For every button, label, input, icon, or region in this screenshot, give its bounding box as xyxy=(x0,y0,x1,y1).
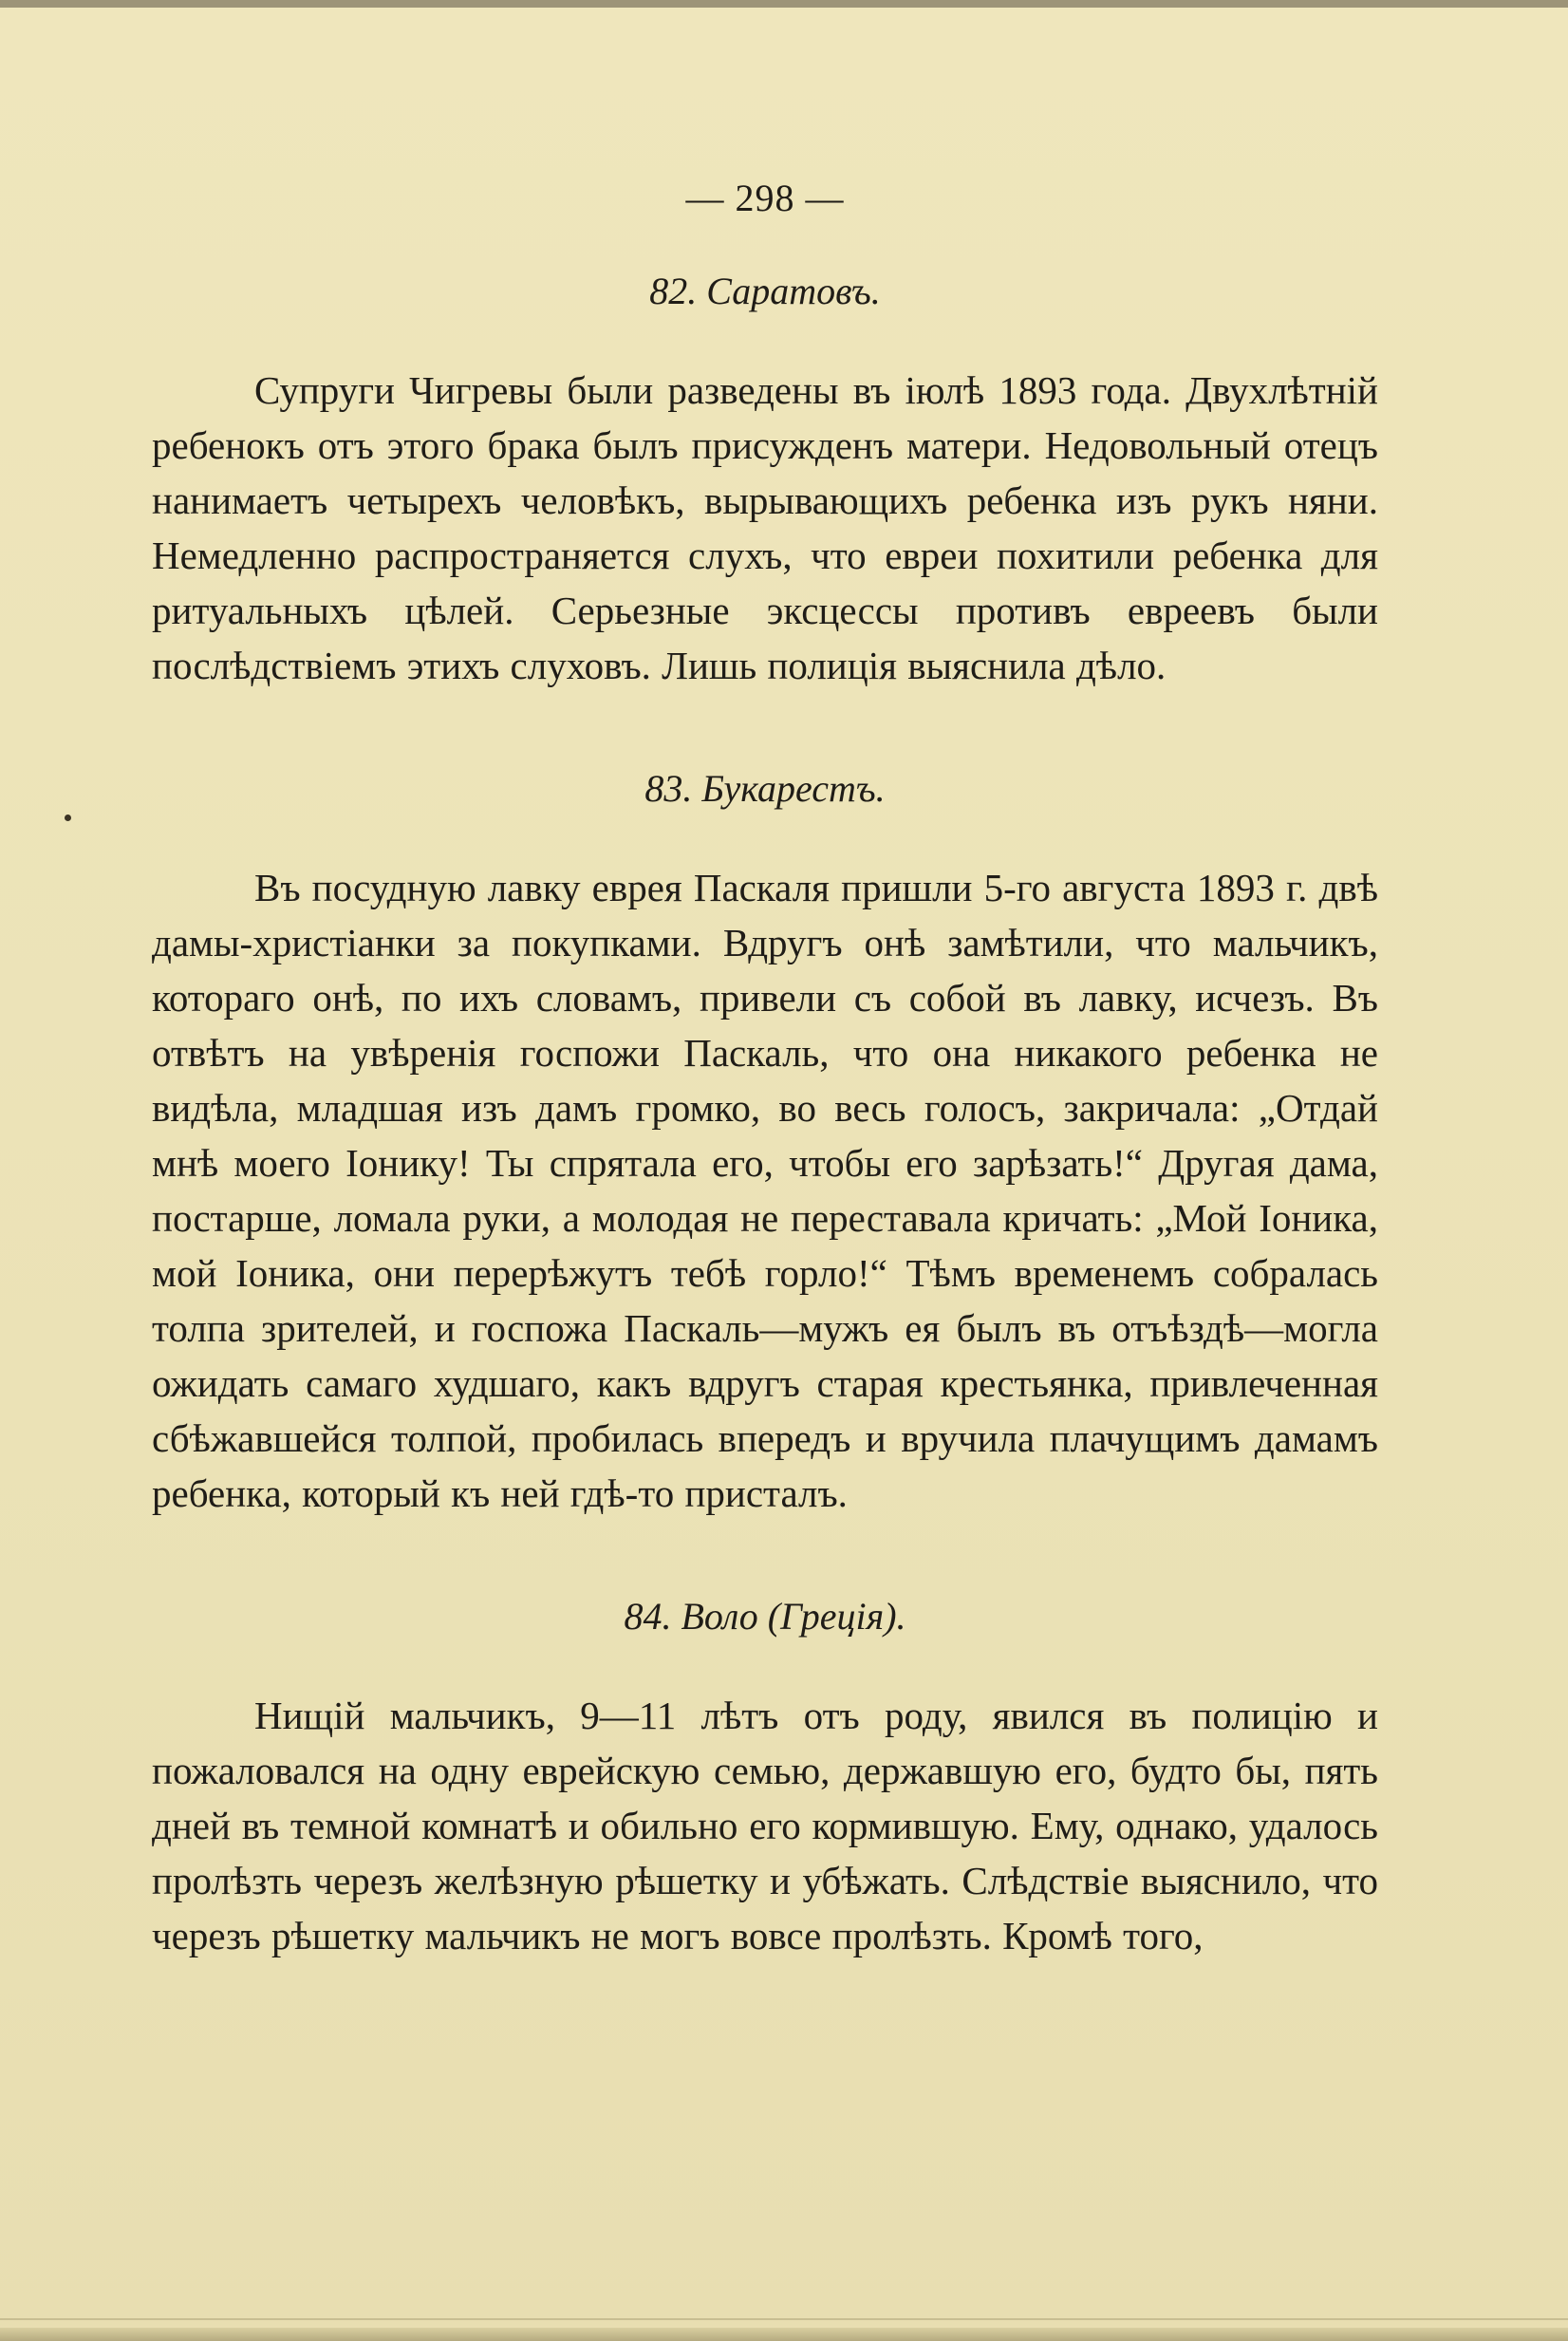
page-bottom-edge xyxy=(0,2328,1568,2341)
section-text-83: Въ посудную лавку еврея Паскаля пришли 5-го августа 1893 г. двѣ дамы-христіанки за покупками. Вдругъ онѣ замѣтили, что мальчикъ, котораго онѣ, по ихъ словамъ, привели съ собой въ лавку, исчезъ. Въ отвѣтъ на увѣренія госпожи Паскаль, что она никакого ребенка не видѣла, младшая изъ дамъ громко, во весь голосъ, закричала: „Отдай мнѣ моего Іонику! Ты спрятала его, чтобы его зарѣзать!“ Другая дама, постарше, ломала руки, а молодая не переставала кричать: „Мой Іоника, мой Іоника, они перерѣжутъ тебѣ горло!“ Тѣмъ временемъ собралась толпа зрителей, и госпожа Паскаль—мужъ ея былъ въ отъѣздѣ—могла ожидать самаго худшаго, какъ вдругъ старая крестьянка, привлеченная сбѣжавшейся толпой, пробилась впередъ и вручила плачущимъ дамамъ ребенка, который къ ней гдѣ-то присталъ. xyxy=(152,866,1378,1515)
section-heading-82: 82. Саратовъ. xyxy=(649,270,881,312)
section-text-84: Нищій мальчикъ, 9—11 лѣтъ отъ роду, явился въ полицію и пожаловался на одну еврейскую семью, державшую его, будто бы, пять дней въ темной комнатѣ и обильно его кормившую. Ему, однако, удалось пролѣзть черезъ желѣзную рѣшетку и убѣжать. Слѣдствіе выяснило, что черезъ рѣшетку мальчикъ не могъ вовсе пролѣзть. Кромѣ того, xyxy=(152,1694,1378,1957)
section-text-82: Супруги Чигревы были разведены въ іюлѣ 1893 года. Двухлѣтній ребенокъ отъ этого брака былъ присужденъ матери. Недовольный отецъ нанимаетъ четырехъ человѣкъ, вырывающихъ ребенка изъ рукъ няни. Немедленно распространяется слухъ, что евреи похитили ребенка для ритуальныхъ цѣлей. Серьезные эксцессы противъ евреевъ были послѣдствіемъ этихъ слуховъ. Лишь полиція выяснила дѣло. xyxy=(152,368,1378,687)
section-heading-84: 84. Воло (Греція). xyxy=(624,1595,906,1638)
page-top-edge xyxy=(0,0,1568,8)
margin-ink-spot xyxy=(65,815,71,821)
page-number: — 298 — xyxy=(685,177,845,219)
section-heading-83: 83. Букарестъ. xyxy=(644,767,886,810)
page-text-block xyxy=(152,171,1378,1963)
page-bottom-rule xyxy=(0,2318,1568,2320)
